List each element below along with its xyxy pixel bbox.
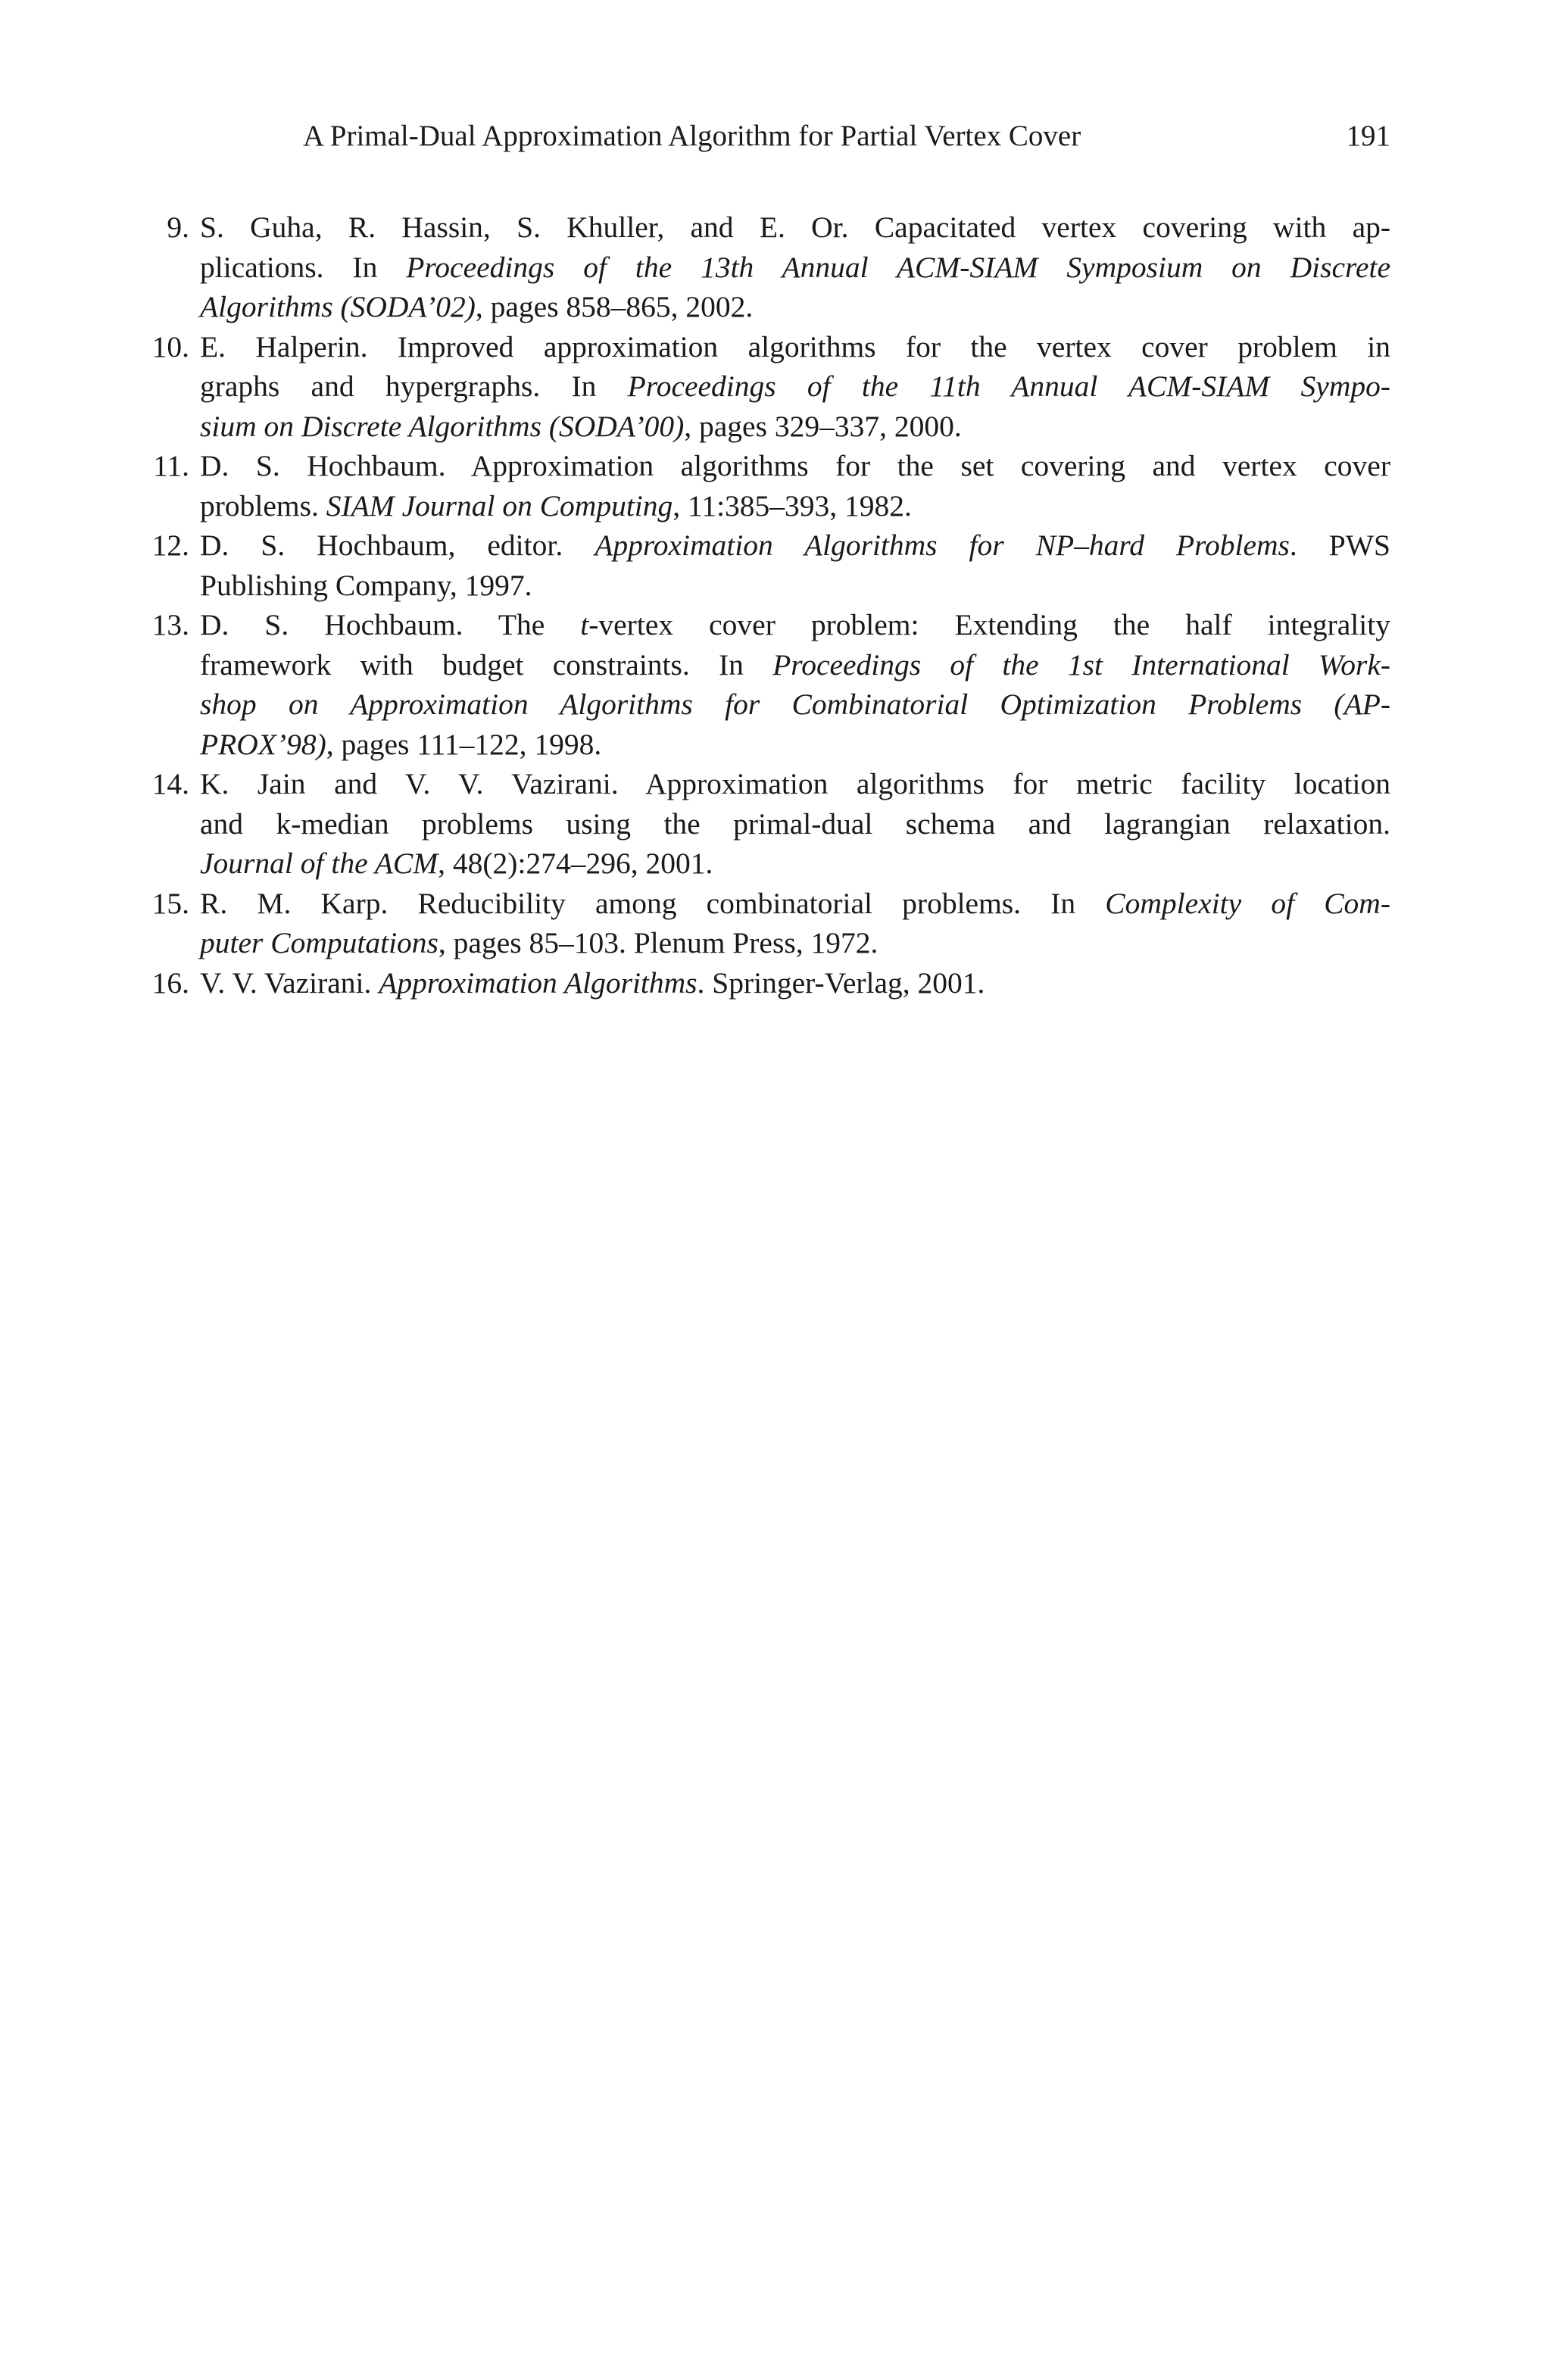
reference-line — [200, 407, 1390, 447]
reference-text: R. M. Karp. Reducibility among combinatorial problems. In — [200, 886, 1106, 920]
reference-text: V. V. Vazirani. — [200, 965, 379, 1000]
reference-item — [144, 526, 1390, 605]
reference-line — [200, 923, 1390, 963]
reference-number: 9. — [167, 211, 189, 244]
reference-line — [200, 685, 1390, 725]
italic-text: Journal of the ACM — [200, 847, 438, 880]
reference-text: D. S. Hochbaum, editor. — [200, 529, 595, 562]
reference-line — [200, 566, 1390, 606]
reference-text: -vertex cover problem: Extending the half integrality — [588, 608, 1390, 641]
reference-number: 14. — [151, 767, 189, 800]
reference-text: graphs and hypergraphs. In — [200, 370, 628, 403]
reference-text: , 48(2):274–296, 2001. — [438, 847, 713, 880]
running-head — [198, 114, 1390, 159]
reference-text: and k-median problems using the primal-dual schema and lagrangian relaxation. — [200, 806, 1390, 841]
reference-line — [200, 248, 1390, 288]
reference-line — [200, 287, 1390, 327]
reference-item — [144, 327, 1390, 447]
italic-text: t — [580, 608, 589, 641]
reference-line — [200, 645, 1390, 685]
reference-item — [144, 764, 1390, 884]
reference-text: , pages 858–865, 2002. — [475, 290, 754, 323]
italic-text: Algorithms (SODA’02) — [200, 290, 476, 323]
italic-text: Proceedings of the 13th Annual ACM-SIAM Symposium on Discrete — [406, 250, 1390, 284]
reference-text: Publishing Company, 1997. — [200, 568, 532, 602]
reference-line — [200, 725, 1390, 765]
reference-text: , pages 85–103. Plenum Press, 1972. — [438, 926, 878, 959]
reference-number: 10. — [151, 329, 189, 363]
reference-item — [144, 605, 1390, 764]
reference-text: K. Jain and V. V. Vazirani. Approximation algorithms for metric facility location — [200, 767, 1390, 800]
reference-text: plications. In — [200, 250, 407, 284]
reference-line — [200, 804, 1390, 844]
reference-line — [200, 367, 1390, 407]
reference-list — [144, 207, 1390, 1003]
reference-text: problems. — [200, 488, 326, 522]
reference-text: , 11:385–393, 1982. — [673, 488, 912, 522]
italic-text: Complexity of Com- — [1105, 886, 1390, 920]
reference-text: , pages 111–122, 1998. — [326, 727, 602, 761]
italic-text: Proceedings of the 1st International Work- — [772, 647, 1391, 682]
italic-text: puter Computations — [200, 926, 438, 959]
reference-number: 15. — [151, 886, 189, 920]
italic-text: Approximation Algorithms for NP–hard Problems — [594, 529, 1290, 562]
italic-text: sium on Discrete Algorithms (SODA’00) — [200, 409, 685, 443]
reference-line — [200, 327, 1390, 367]
reference-text: E. Halperin. Improved approximation algorithms for the vertex cover problem in — [200, 329, 1390, 363]
reference-text: S. Guha, R. Hassin, S. Khuller, and E. Or. Capacitated vertex covering with ap- — [200, 211, 1390, 244]
reference-line — [200, 764, 1390, 804]
reference-line — [200, 526, 1390, 566]
italic-text: SIAM Journal on Computing — [326, 488, 673, 522]
italic-text: PROX’98) — [200, 727, 326, 761]
reference-line — [200, 446, 1390, 486]
reference-line — [200, 605, 1390, 645]
reference-line — [200, 207, 1390, 248]
reference-number: 13. — [151, 608, 189, 641]
reference-item — [144, 884, 1390, 963]
reference-text: . Springer-Verlag, 2001. — [697, 965, 985, 1000]
italic-text: Proceedings of the 11th Annual ACM-SIAM Sympo- — [627, 370, 1391, 403]
reference-text: , pages 329–337, 2000. — [684, 409, 962, 443]
reference-line — [200, 844, 1390, 884]
italic-text: Approximation Algorithms — [379, 965, 697, 1000]
running-head-title: A Primal-Dual Approximation Algorithm for Partial Vertex Cover — [303, 120, 1081, 152]
page-number: 191 — [1346, 120, 1390, 152]
reference-number: 11. — [153, 449, 189, 482]
reference-number: 16. — [151, 965, 189, 1000]
reference-number: 12. — [151, 529, 189, 562]
reference-text: framework with budget constraints. In — [200, 647, 773, 682]
reference-line — [200, 486, 1390, 526]
italic-text: shop on Approximation Algorithms for Combinatorial Optimization Problems (AP- — [200, 688, 1390, 721]
reference-item — [144, 446, 1390, 526]
reference-item — [144, 963, 1390, 1003]
reference-item — [144, 207, 1390, 327]
reference-text: D. S. Hochbaum. Approximation algorithms for the set covering and vertex cover — [200, 449, 1390, 482]
reference-text: . PWS — [1289, 529, 1390, 562]
reference-line — [200, 963, 1390, 1003]
reference-line — [200, 884, 1390, 924]
reference-text: D. S. Hochbaum. The — [200, 608, 581, 641]
